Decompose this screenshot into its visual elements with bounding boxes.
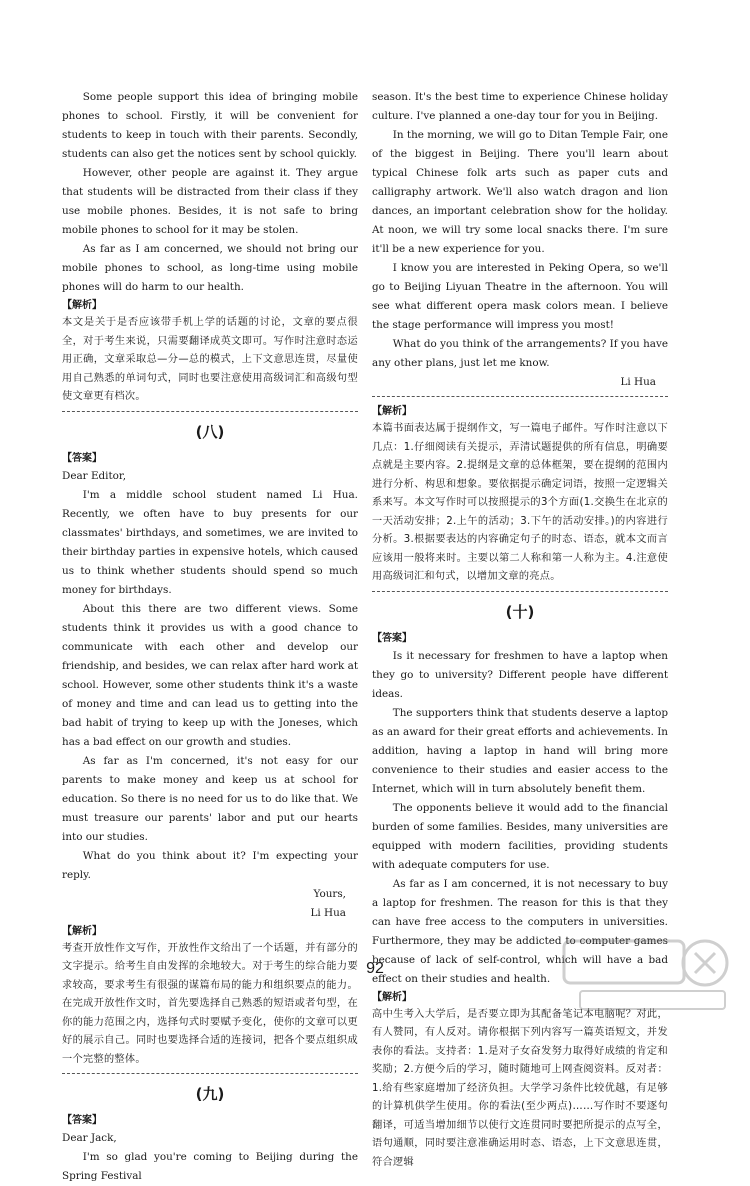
section-divider [62, 411, 358, 412]
letter8-closing: Yours, [313, 887, 346, 900]
section-divider [62, 1073, 358, 1074]
essay10-paragraph-1: Is it necessary for freshmen to have a laptop when they go to university? Different people have different ideas. [372, 649, 668, 700]
answer-label: 【答案】 [62, 1115, 102, 1126]
letter8-signature: Li Hua [310, 906, 346, 919]
section-divider [372, 591, 668, 592]
left-column [62, 88, 358, 1186]
answer-label: 【答案】 [62, 452, 102, 464]
letter9-signature: Li Hua [620, 376, 656, 388]
watermark-logo [560, 935, 735, 1015]
analysis-label: 【解析】 [372, 406, 412, 417]
letter8-paragraph-1: I'm a middle school student named Li Hua. Recently, we often have to buy presents for our classmates' birthdays, and sometimes, we are invited to their birthday parties in expensive hotels, which caused us to think whether students should spend so much money for birthdays. [62, 488, 358, 596]
letter9-salutation: Dear Jack, [62, 1132, 117, 1144]
essay10-paragraph-2: The supporters think that students deserve a laptop as an award for their great efforts and achievements. In addition, having a laptop in hand will bring more convenience to their studies and easier access to the Internet, which will in turn absolutely benefit them. [372, 706, 668, 795]
letter9-paragraph-1-end: season. It's the best time to experience Chinese holiday culture. I've planned a one-day tour for you in Beijing. [372, 91, 668, 122]
analysis10-text: 高中生考入大学后，是否要立即为其配备笔记本电脑呢？对此，有人赞同，有人反对。请你根据下列内容写一篇英语短文，并发表你的看法。支持者：1.是对子女奋发努力取得好成绩的肯定和奖励；2.方便今后的学习，随时随地可上网查阅资料。反对者：1.给有些家庭增加了经济负担。大学学习条件比较优越，有足够的计算机供学生使用。你的看法(至少两点)……写作时不要逐句翻译，可适当增加细节以使行文连贯同时要把所提示的点写全，语句通顺，同时要注意准确运用时态、语态，上下文意思连贯，符合逻辑 [372, 1008, 668, 1168]
letter8-paragraph-2: About this there are two different views. Some students think it provides us with a good chance to communicate with each other and develop our friendship, and besides, we can relax after hard work at school. However, some other students think it's a waste of money and time and can lead us to getting into the bad habit of trying to keep up with the Joneses, which has a bad effect on our growth and studies. [62, 602, 358, 748]
section-8-title: (八) [195, 422, 225, 441]
analysis-label: 【解析】 [372, 991, 412, 1003]
analysis-label: 【解析】 [62, 300, 102, 311]
page-number: 92 [366, 960, 384, 977]
letter9-paragraph-3: I know you are interested in Peking Opera, so we'll go to Beijing Liyuan Theatre in the afternoon. You will see what different opera mask colors mean. I believe the stage performance will impress you most! [372, 262, 668, 331]
analysis-label: 【解析】 [62, 925, 102, 937]
essay10-paragraph-3: The opponents believe it would add to the financial burden of some families. Besides, many universities are equipped with modern facilities, providing students with adequate computers for use. [372, 801, 668, 871]
section-divider [372, 396, 668, 397]
section-10-title: (十) [505, 602, 535, 621]
essay7-paragraph-2: However, other people are against it. They argue that students will be distracted from their class if they use mobile phones. Besides, it is not safe to bring mobile phones to school for it may be stolen. [62, 167, 358, 236]
letter8-paragraph-3: As far as I'm concerned, it's not easy for our parents to make money and keep us at school for education. So there is no need for us to do like that. We must treasure our parents' labor and put our hearts into our studies. [62, 754, 358, 843]
letter9-paragraph-2: In the morning, we will go to Ditan Temple Fair, one of the biggest in Beijing. There you'll learn about typical Chinese folk arts such as paper cuts and calligraphy artwork. We'll also watch dragon and lion dances, an important celebration show for the holiday. At noon, we will try some local snacks there. I'm sure it'll be a new experience for you. [372, 129, 668, 255]
letter8-paragraph-4: What do you think about it? I'm expecting your reply. [62, 849, 358, 881]
analysis7-text: 本文是关于是否应该带手机上学的话题的讨论，文章的要点很全，对于考生来说，只需要翻译成英文即可。写作时注意时态运用正确，文章采取总—分—总的模式，上下文意思连贯，尽量使用自己熟悉的单词句式，同时也要注意使用高级词汇和高级句型使文章更有档次。 [62, 317, 358, 402]
section-9-title: (九) [195, 1085, 225, 1103]
analysis8-text: 考查开放性作文写作，开放性作文给出了一个话题，并有部分的文字提示。给考生自由发挥的余地较大。对于考生的综合能力要求较高，要求考生有很强的谋篇布局的能力和组织要点的能力。在完成开放性作文时，首先要选择自己熟悉的短语或者句型，在你的能力范围之内，选择句式时要赋予变化，使你的文章可以更好的展示自己。同时也要选择合适的连接词，把各个要点组织成一个完整的整体。 [62, 942, 358, 1065]
essay10-paragraph-4: As far as I am concerned, it is not necessary to buy a laptop for freshmen. The reason for this is that they can have free access to the computers in universities. Furthermore, they may be addicted to computer games because of lack of self-control, which will have a bad effect on their studies and health. [372, 877, 668, 985]
essay7-paragraph-1: Some people support this idea of bringing mobile phones to school. Firstly, it will be convenient for students to keep in touch with their parents. Secondly, students can also get the notices sent by school quickly. [62, 91, 358, 160]
analysis9-text: 本篇书面表达属于提纲作文，写一篇电子邮件。写作时注意以下几点：1.仔细阅读有关提示，弄清试题提供的所有信息，明确要点就是主要内容。2.提纲是文章的总体框架，要在提纲的范围内进行分析、构思和想象。要依据提示确定词语，按照一定逻辑关系来写。本文写作时可以按照提示的3个方面(1.交换生在北京的一天活动安排；2.上午的活动；3.下午的活动安排。)的内容进行分析。3.根据要表达的内容确定句子的时态、语态，就本文而言应该用一般将来时。主要以第二人称和第一人称为主。4.注意使用高级词汇和句式，以增加文章的亮点。 [372, 423, 668, 582]
letter9-paragraph-4: What do you think of the arrangements? If you have any other plans, just let me know. [372, 338, 668, 369]
essay7-paragraph-3: As far as I am concerned, we should not bring our mobile phones to school, as long-time using mobile phones will do harm to our health. [62, 243, 358, 293]
letter8-salutation: Dear Editor, [62, 469, 127, 482]
letter9-paragraph-1-start: I'm so glad you're coming to Beijing during the Spring Festival [62, 1151, 358, 1182]
answer-label: 【答案】 [372, 632, 412, 644]
